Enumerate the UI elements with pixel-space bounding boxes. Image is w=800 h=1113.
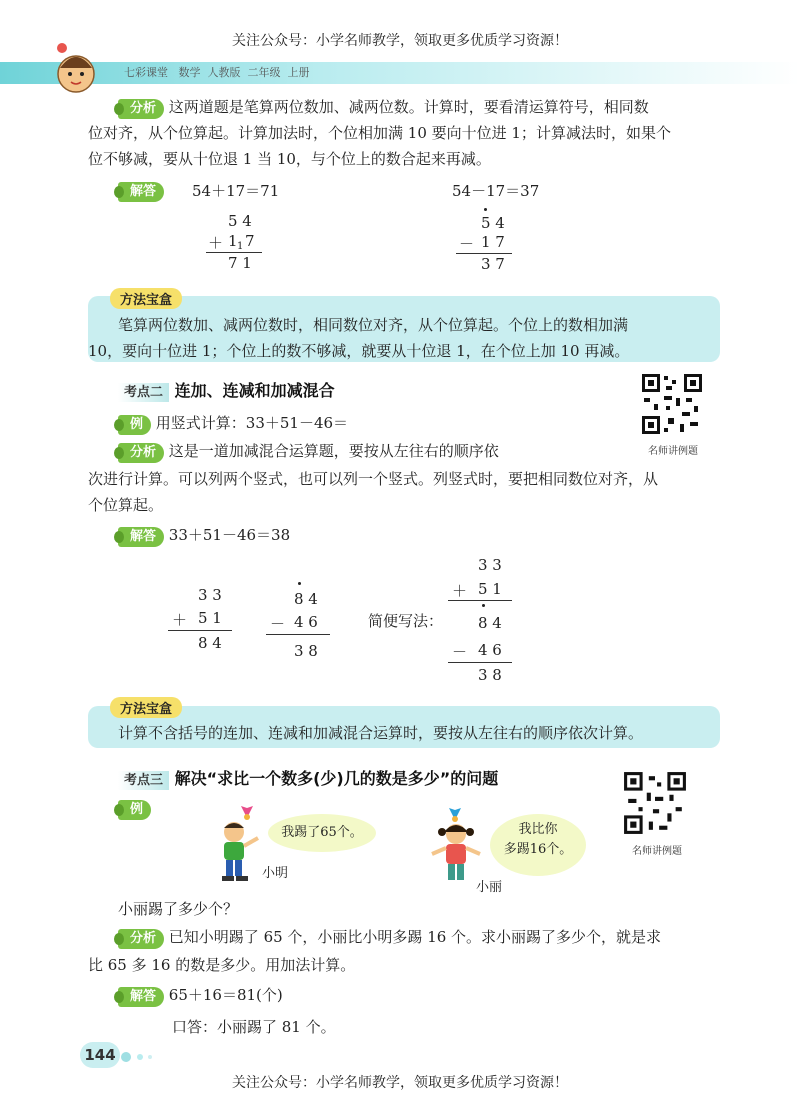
k2-calcA-top: 3 3 (198, 586, 222, 604)
kaodian2-heading (118, 378, 335, 401)
method1-line2: 10，要向十位进 1；个位上的数不够减，就要从十位退 1，在个位上加 10 再减。 (88, 342, 630, 360)
k2-calcB-second: 4 6 (294, 613, 318, 631)
bubble2-line1: 我比你 (518, 822, 558, 837)
s1-add-second-ones: 7 (245, 232, 255, 250)
kaodian2-label: 考点二 (118, 383, 169, 402)
s1-add-second-tens: 1 (228, 232, 238, 250)
s1-sub-rule (456, 253, 512, 254)
k2-calcC-r5: 3 8 (478, 666, 502, 684)
k2-calcC-rule1 (448, 600, 512, 601)
s1-analysis-line2: 位对齐，从个位算起。计算加法时，个位相加满 10 要向十位进 1；计算减法时，如果个 (88, 124, 671, 142)
s1-analysis-line1: 分析 这两道题是笔算两位数加、减两位数。计算时，要看清运算符号，相同数 (118, 94, 728, 120)
answer-tag: 解答 (118, 182, 164, 202)
s1-analysis-line3: 位不够减，要从十位退 1 当 10，与个位上的数合起来再减。 (88, 150, 491, 168)
s1-sub-borrow-dot (484, 208, 487, 211)
mascot-icon (46, 38, 106, 98)
boy-illustration (206, 818, 262, 888)
kaodian2-answer: 解答 33＋51－46＝38 (118, 522, 290, 548)
s1-answer-tag-wrap (118, 180, 164, 202)
name-xiaoli: 小丽 (476, 880, 503, 895)
s1-add-carry: 1 (237, 241, 244, 252)
kaodian3-qr-caption: 名师讲例题 (632, 846, 682, 857)
header-band (0, 62, 800, 84)
k2-calcA-second: 5 1 (198, 609, 222, 627)
k2-calcC-rule2 (448, 662, 512, 663)
s1-sub-op: － (459, 235, 475, 253)
method-title-1-wrap (110, 288, 182, 309)
qr-code-icon[interactable] (640, 372, 704, 436)
k2-calcC-op1: ＋ (452, 582, 468, 600)
s1-add-rule (206, 252, 262, 253)
s1-sub-second: 1 7 (481, 233, 505, 251)
method-title-2-wrap (110, 697, 182, 718)
k2-calcB-borrow-dot (298, 582, 301, 585)
kaodian3-reply: 口答：小丽踢了 81 个。 (172, 1018, 336, 1036)
example-tag: 例 (118, 415, 151, 435)
kaodian3-heading (118, 766, 498, 789)
kaodian3-analysis-line1: 分析 已知小明踢了 65 个，小丽比小明多踢 16 个。求小丽踢了多少个，就是求 (118, 924, 728, 950)
k2-calcB-top: 8 4 (294, 590, 318, 608)
kaodian2-analysis-line1: 分析 这是一道加减混合运算题，要按从左往右的顺序依 (118, 438, 499, 464)
page-number: 144 (80, 1042, 120, 1068)
s1-sub-top: 5 4 (481, 214, 505, 232)
s1-sub-result: 3 7 (481, 255, 505, 273)
method-title-2: 方法宝盒 (110, 697, 182, 718)
k2-calcC-borrow-dot (482, 604, 485, 607)
kaodian3-analysis-line2: 比 65 多 16 的数是多少。用加法计算。 (88, 956, 356, 974)
analysis-tag: 分析 (118, 99, 164, 119)
header-term: 上册 (287, 66, 310, 79)
kaodian3-title: 解决“求比一个数多(少)几的数是多少”的问题 (174, 769, 499, 788)
analysis-tag-3: 分析 (118, 929, 164, 949)
s1-add-top: 5 4 (228, 212, 252, 230)
kaodian3-label: 考点三 (118, 771, 169, 790)
k2-calcC-op2: － (452, 643, 468, 661)
s1-add-result: 7 1 (228, 254, 252, 272)
example-tag-2: 例 (118, 800, 151, 820)
analysis-tag-2: 分析 (118, 443, 164, 463)
k2-calcC-r3: 8 4 (478, 614, 502, 632)
speech-bubble-2 (490, 814, 586, 876)
k2-calcC-r4: 4 6 (478, 641, 502, 659)
qr-code-icon-2[interactable] (622, 770, 688, 836)
method-title-1: 方法宝盒 (110, 288, 182, 309)
kaodian3-question: 小丽踢了多少个？ (118, 900, 239, 918)
bubble2-line2: 多踢16个。 (503, 842, 573, 857)
k2-calcA-result: 8 4 (198, 634, 222, 652)
k2-calcA-op: ＋ (172, 611, 188, 629)
shuttlecock-icon-2 (446, 804, 464, 822)
speech-bubble-1: 我踢了65个。 (268, 814, 376, 852)
kaodian2-qr-caption: 名师讲例题 (648, 446, 698, 457)
kaodian3-example-tag-wrap (118, 798, 151, 820)
kaodian2-analysis-line3: 个位算起。 (88, 496, 164, 514)
header-subject: 数学 (178, 66, 201, 79)
kaodian2-analysis-line2: 次进行计算。可以列两个竖式，也可以列一个竖式。列竖式时，要把相同数位对齐，从 (88, 470, 659, 488)
kaodian3-answer: 解答 65＋16＝81(个) (118, 982, 283, 1008)
page-dots-icon (120, 1050, 160, 1064)
top-banner: 关注公众号：小学名师教学，领取更多优质学习资源！ (232, 33, 568, 49)
k2-calcC-r1: 3 3 (478, 556, 502, 574)
shuttlecock-icon (238, 802, 256, 820)
k2-simple-label: 简便写法： (368, 612, 444, 630)
header-info (124, 64, 310, 80)
kaodian2-title: 连加、连减和加减混合 (174, 381, 335, 400)
header-grade: 二年级 (247, 66, 281, 79)
k2-calcB-op: － (270, 615, 286, 633)
answer-tag-3: 解答 (118, 987, 164, 1007)
s1-eq2: 54－17＝37 (452, 182, 540, 200)
header-edition: 人教版 (207, 66, 241, 79)
s1-eq1: 54＋17＝71 (192, 182, 280, 200)
s1-add-op: ＋ (208, 234, 224, 252)
method1-line1: 笔算两位数加、减两位数时，相同数位对齐，从个位算起。个位上的数相加满 (118, 316, 629, 334)
kaodian2-example: 例 用竖式计算：33＋51－46＝ (118, 410, 348, 436)
method2-line1: 计算不含括号的连加、连减和加减混合运算时，要按从左往右的顺序依次计算。 (118, 724, 644, 742)
k2-calcB-result: 3 8 (294, 642, 318, 660)
k2-calcA-rule (168, 630, 232, 631)
bottom-banner: 关注公众号：小学名师教学，领取更多优质学习资源！ (232, 1075, 568, 1091)
name-xiaoming: 小明 (262, 866, 289, 881)
header-series: 七彩课堂 (124, 66, 168, 79)
answer-tag-2: 解答 (118, 527, 164, 547)
k2-calcC-r2: 5 1 (478, 580, 502, 598)
k2-calcB-rule (266, 634, 330, 635)
